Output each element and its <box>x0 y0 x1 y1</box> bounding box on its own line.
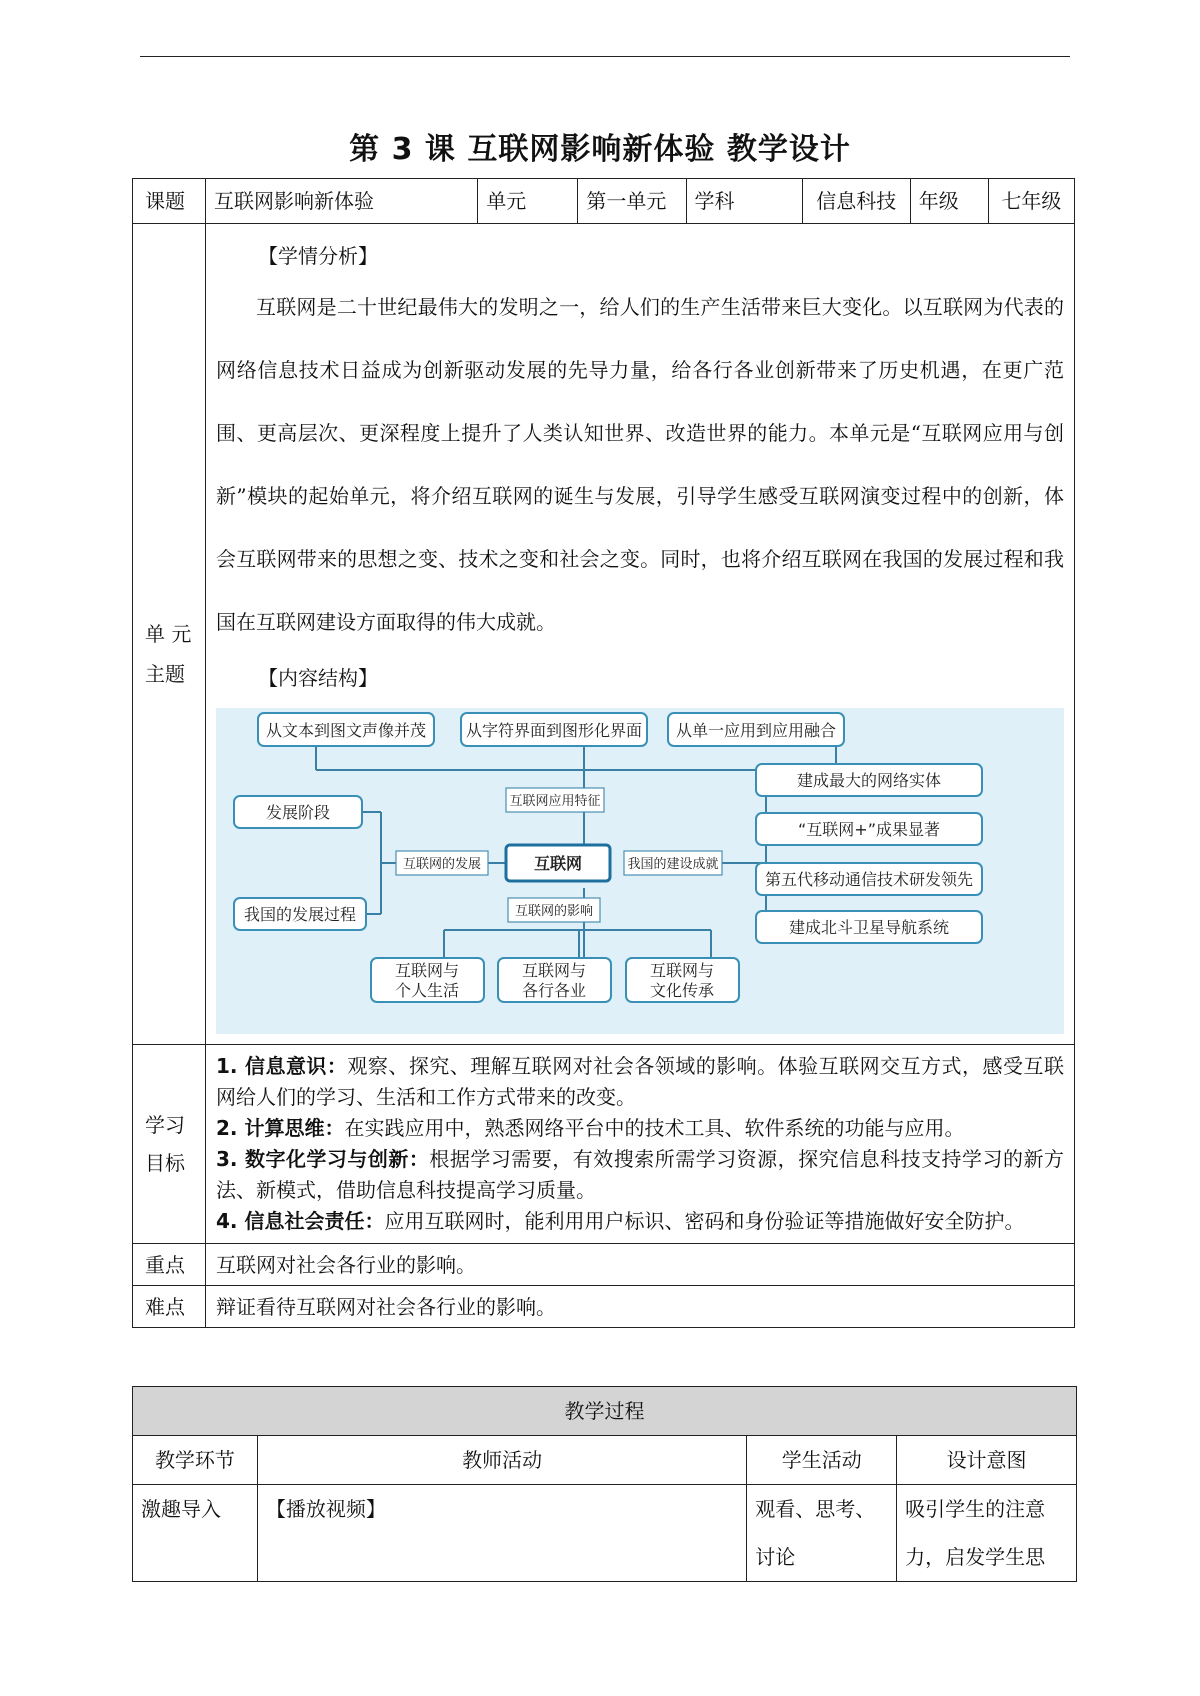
diagram-top-item-text: 从字符界面到图形化界面 <box>465 721 643 740</box>
svg-text:互联网应用特征: 互联网应用特征 <box>509 794 601 809</box>
unit-theme-content <box>206 224 1075 1045</box>
svg-text:各行各业: 各行各业 <box>521 981 587 1000</box>
diagram-left-item <box>234 898 366 930</box>
goals-content <box>206 1045 1075 1244</box>
process-student-activity: 观看、思考、讨论 <box>747 1485 897 1582</box>
diagram-bottom-item <box>626 958 739 1002</box>
diagram-right-item <box>756 863 982 895</box>
process-row <box>133 1485 1077 1582</box>
svg-text:个人生活: 个人生活 <box>394 981 460 1000</box>
diagram-bottom-item <box>498 958 611 1002</box>
process-teacher-activity: 【播放视频】 <box>257 1485 746 1582</box>
diagram-left-item-text: 发展阶段 <box>265 803 331 822</box>
diagram-bottom-item <box>371 958 484 1002</box>
svg-text:互联网与: 互联网与 <box>521 961 587 980</box>
subject-value: 信息科技 <box>802 179 910 224</box>
info-row <box>133 179 1075 224</box>
svg-text:互联网的发展: 互联网的发展 <box>402 857 482 872</box>
process-title-row <box>133 1387 1077 1436</box>
analysis-heading: 【学情分析】 <box>258 244 378 268</box>
goals-row <box>133 1045 1075 1244</box>
svg-text:互联网与: 互联网与 <box>649 961 715 980</box>
header-rule <box>140 56 1070 57</box>
content-structure-diagram <box>216 708 1064 1034</box>
diagram-label-development <box>396 851 488 875</box>
svg-text:互联网的影响: 互联网的影响 <box>514 904 594 919</box>
diagram-right-item-text: 建成最大的网络实体 <box>796 771 942 790</box>
process-header-row <box>133 1436 1077 1485</box>
diagram-top-item <box>668 713 844 746</box>
grade-value: 七年级 <box>988 179 1074 224</box>
diagram-top-item-text: 从单一应用到应用融合 <box>675 721 837 740</box>
diagram-top-item <box>461 713 647 746</box>
structure-heading: 【内容结构】 <box>258 666 378 690</box>
diagram-label-achievements <box>624 851 722 875</box>
goals-label: 学习 目标 <box>133 1045 206 1244</box>
unit-theme-row <box>133 224 1075 1045</box>
unit-label: 单元 <box>478 179 578 224</box>
process-title: 教学过程 <box>133 1387 1077 1436</box>
process-header: 设计意图 <box>897 1436 1077 1485</box>
goal-item: 3. 数字化学习与创新：根据学习需要，有效搜索所需学习资源，探究信息科技支持学习的新方法、新模式，借助信息科技提高学习质量。 <box>216 1147 1064 1202</box>
difficulty-label: 难点 <box>133 1286 206 1328</box>
goal-item: 4. 信息社会责任：应用互联网时，能利用用户标识、密码和身份验证等措施做好安全防护。 <box>216 1209 1025 1233</box>
goal-item: 1. 信息意识：观察、探究、理解互联网对社会各领域的影响。体验互联网交互方式，感受互联网给人们的学习、生活和工作方式带来的改变。 <box>216 1054 1064 1109</box>
svg-text:我国的建设成就: 我国的建设成就 <box>627 857 719 872</box>
diagram-label-impact <box>508 898 600 922</box>
key-point-row <box>133 1244 1075 1286</box>
diagram-right-item-text: 建成北斗卫星导航系统 <box>788 918 950 937</box>
difficulty-text: 辩证看待互联网对社会各行业的影响。 <box>206 1286 1075 1328</box>
process-header: 教学环节 <box>133 1436 258 1485</box>
lesson-info-table <box>132 178 1075 1328</box>
diagram-left-item <box>234 796 362 828</box>
unit-theme-label: 单 元 主题 <box>133 224 206 1045</box>
subject-label: 学科 <box>686 179 802 224</box>
analysis-text: 互联网是二十世纪最伟大的发明之一，给人们的生产生活带来巨大变化。以互联网为代表的网络信息技术日益成为创新驱动发展的先导力量，给各行各业创新带来了历史机遇，在更广范围、更高层次、更深程度上提升了人类认知世界、改造世界的能力。本单元是“互联网应用与创新”模块的起始单元，将介绍互联网的诞生与发展，引导学生感受互联网演变过程中的创新，体会互联网带来的思想之变、技术之变和社会之变。同时，也将介绍互联网在我国的发展过程和我国在互联网建设方面取得的伟大成就。 <box>216 295 1064 634</box>
diagram-left-item-text: 我国的发展过程 <box>243 905 357 924</box>
diagram-right-item-text: 第五代移动通信技术研发领先 <box>764 870 974 889</box>
process-header: 学生活动 <box>747 1436 897 1485</box>
difficulty-row <box>133 1286 1075 1328</box>
topic-label: 课题 <box>133 179 206 224</box>
diagram-top-item <box>258 713 434 746</box>
teaching-process-table <box>132 1386 1077 1582</box>
diagram-right-item <box>756 764 982 796</box>
key-point-text: 互联网对社会各行业的影响。 <box>206 1244 1075 1286</box>
document-title: 第 3 课 互联网影响新体验 教学设计 <box>349 132 851 167</box>
process-header: 教师活动 <box>257 1436 746 1485</box>
diagram-label-features <box>506 788 604 812</box>
diagram-right-item <box>756 911 982 943</box>
svg-text:文化传承: 文化传承 <box>649 981 715 1000</box>
goal-item: 2. 计算思维：在实践应用中，熟悉网络平台中的技术工具、软件系统的功能与应用。 <box>216 1116 965 1140</box>
process-stage: 激趣导入 <box>133 1485 258 1582</box>
svg-text:互联网: 互联网 <box>533 854 583 873</box>
process-design-intent: 吸引学生的注意力，启发学生思 <box>897 1485 1077 1582</box>
topic-value: 互联网影响新体验 <box>206 179 478 224</box>
grade-label: 年级 <box>910 179 988 224</box>
key-point-label: 重点 <box>133 1244 206 1286</box>
diagram-center <box>506 845 610 881</box>
diagram-right-item <box>756 813 982 845</box>
diagram-top-item-text: 从文本到图文声像并茂 <box>265 721 427 740</box>
svg-text:互联网与: 互联网与 <box>394 961 460 980</box>
unit-value: 第一单元 <box>578 179 686 224</box>
diagram-right-item-text: “互联网+”成果显著 <box>798 820 940 839</box>
